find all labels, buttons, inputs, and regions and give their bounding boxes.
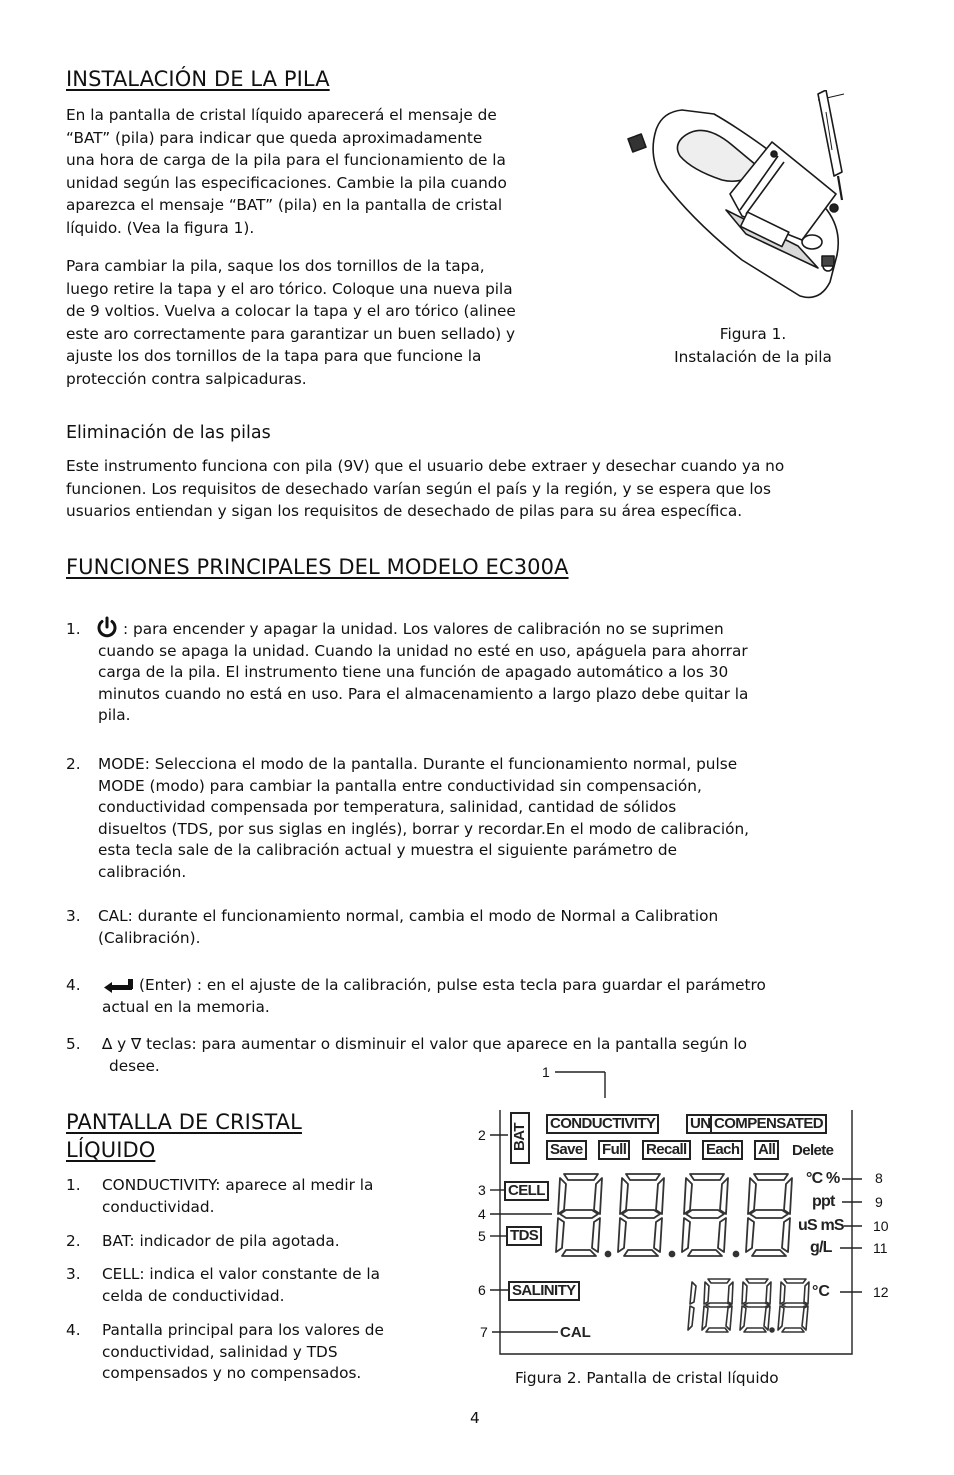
text-line: una hora de carga de la pila para el funcionamiento de la xyxy=(66,151,506,170)
digit-3 xyxy=(682,1174,728,1256)
text-line: funcionen. Los requisitos de desechado varían según el país y la región, y se espera que los xyxy=(66,479,771,498)
text-line: pila. xyxy=(98,706,131,725)
text-line: conductividad compensada por temperatura, salinidad, cantidad de sólidos xyxy=(98,798,677,817)
functions-section-title: FUNCIONES PRINCIPALES DEL MODELO EC300A xyxy=(66,555,569,579)
unit-ppt: ppt xyxy=(812,1193,835,1210)
digit-4 xyxy=(746,1174,792,1256)
item-number: 4. xyxy=(66,976,81,994)
figure1-caption xyxy=(640,323,866,369)
recall-segment: Recall xyxy=(642,1140,691,1160)
text-line: desee. xyxy=(109,1056,160,1075)
callout-3: 3 xyxy=(478,1182,486,1198)
text-line: conductividad, salinidad y TDS xyxy=(102,1342,338,1361)
text-line: disueltos (TDS, por sus siglas en inglés), borrar y recordar.En el modo de calibración, xyxy=(98,819,750,838)
cell-segment: CELL xyxy=(504,1181,549,1201)
save-segment: Save xyxy=(546,1140,587,1160)
text-line: unidad según las especificaciones. Cambie la pila cuando xyxy=(66,173,507,192)
text-line: carga de la pila. El instrumento tiene una función de apagado automático a los 30 xyxy=(98,663,729,682)
temperature-digits-display xyxy=(686,1276,816,1334)
battery-paragraph-1 xyxy=(66,104,586,240)
lcd-section-title xyxy=(66,1108,302,1164)
digit-1 xyxy=(556,1174,602,1256)
compensated-segment: COMPENSATED xyxy=(710,1114,827,1134)
item-first-line: : Selecciona el modo de la pantalla. Durante el funcionamiento normal, pulse xyxy=(144,755,738,773)
text-line: aparezca el mensaje “BAT” (pila) en la pantalla de cristal xyxy=(66,196,503,215)
text-line: ajuste los dos tornillos de la tapa para que funcione la xyxy=(66,347,482,366)
meter-battery-illustration xyxy=(622,90,854,312)
figure1-caption-line1: Figura 1. xyxy=(719,325,787,343)
text-line: actual en la memoria. xyxy=(102,997,270,1016)
callout-7: 7 xyxy=(480,1324,488,1340)
arrow-keys-label: ∆ y ∇ teclas: xyxy=(102,1035,197,1053)
callout-10: 10 xyxy=(873,1218,889,1234)
callout-1: 1 xyxy=(542,1064,550,1080)
item-first-row xyxy=(102,1034,747,1056)
mode-key-label: MODE xyxy=(98,755,145,773)
item-label: CONDUCTIVITY: xyxy=(102,1176,221,1194)
text-line: usuarios entiendan y sigan los requisitos de desechado de pilas para su área específica. xyxy=(66,502,743,521)
text-line: MODE (modo) para cambiar la pantalla entre conductividad sin compensación, xyxy=(98,776,702,795)
unit-celsius: °C xyxy=(812,1283,830,1300)
text-line: En la pantalla de cristal líquido aparecerá el mensaje de xyxy=(66,106,497,124)
text-line: conductividad. xyxy=(102,1197,215,1216)
item-first-line: : durante el funcionamiento normal, cambia el modo de Normal a Calibration xyxy=(127,907,719,925)
item-number: 3. xyxy=(66,1265,81,1283)
text-line: este aro correctamente para garantizar un buen sellado) y xyxy=(66,324,516,343)
cal-key-label: CAL xyxy=(98,907,128,925)
unit-celsius-percent: °C % xyxy=(806,1170,840,1187)
unit-g-per-l: g/L xyxy=(810,1239,832,1256)
conductivity-segment: CONDUCTIVITY xyxy=(546,1114,659,1134)
item-number: 3. xyxy=(66,907,81,925)
item-first-line: indicador de pila agotada. xyxy=(134,1232,340,1250)
figure2-caption: Figura 2. Pantalla de cristal líquido xyxy=(515,1369,779,1387)
item-first-row xyxy=(98,906,718,928)
each-segment: Each xyxy=(702,1140,743,1160)
text-line: compensados y no compensados. xyxy=(102,1364,362,1383)
callout-12: 12 xyxy=(873,1284,889,1300)
bat-indicator xyxy=(510,1112,530,1164)
item-continuation xyxy=(98,928,200,950)
tds-segment: TDS xyxy=(506,1226,542,1246)
power-icon xyxy=(96,616,118,638)
item-number: 1. xyxy=(66,1176,81,1194)
text-line: celda de conductividad. xyxy=(102,1286,285,1305)
cal-segment: CAL xyxy=(560,1324,591,1341)
text-line: protección contra salpicaduras. xyxy=(66,369,307,388)
text-line: minutos cuando no está en uso. Para el almacenamiento a largo plazo debe quitar la xyxy=(98,684,749,703)
item-number: 1. xyxy=(66,620,81,638)
item-first-row xyxy=(102,1231,340,1253)
bat-label: BAT xyxy=(511,1123,528,1151)
item-number: 5. xyxy=(66,1035,81,1053)
item-continuation xyxy=(98,776,749,884)
item-first-line: para aumentar o disminuir el valor que aparece en la pantalla según lo xyxy=(196,1035,748,1053)
full-segment: Full xyxy=(598,1140,630,1160)
item-first-line: Pantalla principal para los valores de xyxy=(102,1321,384,1339)
callout-11: 11 xyxy=(873,1240,888,1256)
callout-9: 9 xyxy=(875,1194,883,1210)
item-continuation xyxy=(98,641,748,727)
item-continuation xyxy=(102,1342,361,1385)
text-line: Este instrumento funciona con pila (9V) que el usuario debe extraer y desechar cuando ya no xyxy=(66,457,785,475)
text-line: calibración. xyxy=(98,862,187,881)
delete-segment: Delete xyxy=(792,1142,834,1159)
page-number: 4 xyxy=(470,1409,480,1427)
item-number: 2. xyxy=(66,1232,81,1250)
disposal-title: Eliminación de las pilas xyxy=(66,423,271,443)
callout-8: 8 xyxy=(875,1170,883,1186)
callout-5: 5 xyxy=(478,1228,486,1244)
text-line: líquido. (Vea la figura 1). xyxy=(66,218,255,237)
lcd-diagram xyxy=(470,1062,900,1362)
text-line: (Calibración). xyxy=(98,928,201,947)
item-number: 2. xyxy=(66,755,81,773)
text-line: cuando se apaga la unidad. Cuando la unidad no esté en uso, apáguela para ahorrar xyxy=(98,641,748,660)
enter-icon xyxy=(104,977,134,993)
item-label: CELL: xyxy=(102,1265,145,1283)
digit-2 xyxy=(618,1174,664,1256)
text-line: de 9 voltios. Vuelva a colocar la tapa y el aro tórico (alinee xyxy=(66,302,516,321)
all-segment: All xyxy=(754,1140,779,1160)
item-first-line: aparece al medir la xyxy=(220,1176,374,1194)
callout-4: 4 xyxy=(478,1206,486,1222)
item-first-line: : para encender y apagar la unidad. Los valores de calibración no se suprimen xyxy=(123,620,724,638)
lcd-title-line1: PANTALLA DE CRISTAL xyxy=(66,1110,302,1134)
main-digits-display xyxy=(554,1170,822,1260)
item-first-row xyxy=(102,1264,380,1286)
text-line: luego retire la tapa y el aro tórico. Coloque una nueva pila xyxy=(66,279,513,298)
item-continuation xyxy=(102,997,270,1019)
callout-2: 2 xyxy=(478,1127,486,1143)
salinity-segment: SALINITY xyxy=(508,1281,580,1301)
item-continuation xyxy=(109,1056,160,1078)
lcd-title-line2: LÍQUIDO xyxy=(66,1138,156,1162)
item-label: BAT: xyxy=(102,1232,135,1250)
item-first-line: (Enter) : en el ajuste de la calibración, pulse esta tecla para guardar el parámetro xyxy=(139,976,766,994)
callout-6: 6 xyxy=(478,1282,486,1298)
disposal-paragraph xyxy=(66,455,896,523)
figure1-caption-line2: Instalación de la pila xyxy=(674,348,832,366)
un-segment: UN xyxy=(686,1114,712,1134)
battery-section-title: INSTALACIÓN DE LA PILA xyxy=(66,67,330,91)
item-first-row xyxy=(98,754,737,776)
text-line: Para cambiar la pila, saque los dos tornillos de la tapa, xyxy=(66,257,485,275)
item-number: 4. xyxy=(66,1321,81,1339)
item-first-line: indica el valor constante de la xyxy=(144,1265,381,1283)
text-line: esta tecla sale de la calibración actual y muestra el siguiente parámetro de xyxy=(98,841,677,860)
battery-paragraph-2 xyxy=(66,255,586,391)
unit-us-ms: uS mS xyxy=(798,1217,844,1234)
item-first-row xyxy=(102,1175,373,1197)
text-line: “BAT” (pila) para indicar que queda aproximadamente xyxy=(66,128,483,147)
